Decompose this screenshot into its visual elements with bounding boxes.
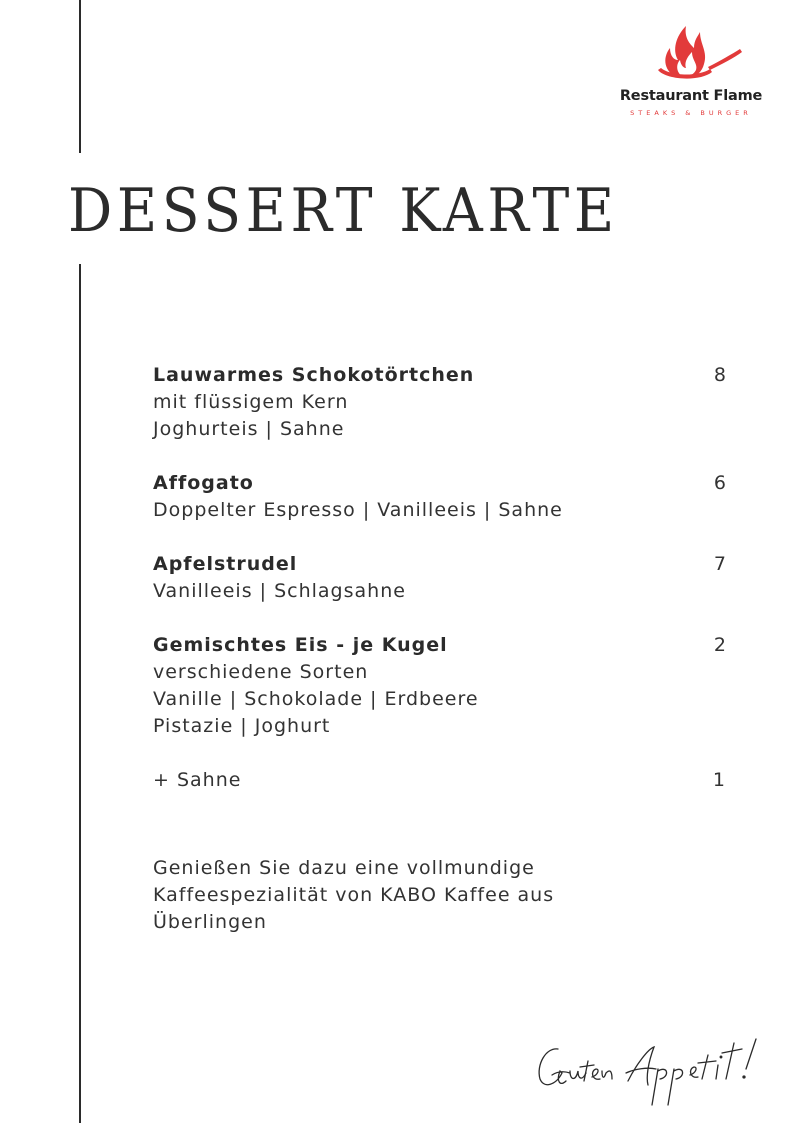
- item-description: Joghurteis | Sahne: [153, 418, 345, 440]
- flame-pan-icon: [636, 14, 746, 86]
- menu-item: [153, 632, 726, 740]
- item-name: Affogato: [153, 472, 254, 494]
- left-divider-bottom: [79, 264, 81, 1123]
- menu-item: [153, 470, 726, 524]
- menu-item: [153, 362, 726, 443]
- item-description: verschiedene Sorten: [153, 661, 369, 683]
- item-name: Lauwarmes Schokotörtchen: [153, 364, 475, 386]
- item-name: Apfelstrudel: [153, 553, 298, 575]
- menu-item: [153, 551, 726, 605]
- item-description: Doppelter Espresso | Vanilleeis | Sahne: [153, 499, 563, 521]
- dessert-menu: [153, 362, 726, 794]
- brand-name: Restaurant Flame: [619, 88, 763, 104]
- extra-label: + Sahne: [153, 769, 242, 791]
- item-name: Gemischtes Eis - je Kugel: [153, 634, 448, 656]
- note-line: Überlingen: [153, 911, 267, 933]
- extra-price: 1: [712, 769, 726, 791]
- item-description: Pistazie | Joghurt: [153, 715, 331, 737]
- item-price: 7: [713, 553, 726, 575]
- note-line: Kaffeespezialität von KABO Kaffee aus: [153, 884, 555, 906]
- extra-option: [153, 767, 726, 794]
- item-price: 8: [713, 364, 726, 386]
- brand-tagline: STEAKS & BURGER: [630, 109, 752, 117]
- coffee-note: [153, 855, 693, 936]
- item-description: Vanille | Schokolade | Erdbeere: [153, 688, 479, 710]
- page-title: DESSERT KARTE: [68, 176, 619, 246]
- item-description: mit flüssigem Kern: [153, 391, 349, 413]
- item-price: 2: [713, 634, 726, 656]
- left-divider-top: [79, 0, 81, 153]
- item-price: 6: [713, 472, 726, 494]
- item-description: Vanilleeis | Schlagsahne: [153, 580, 406, 602]
- note-line: Genießen Sie dazu eine vollmundige: [153, 857, 535, 879]
- restaurant-logo: [606, 14, 776, 117]
- signature-guten-appetit: [530, 1035, 770, 1110]
